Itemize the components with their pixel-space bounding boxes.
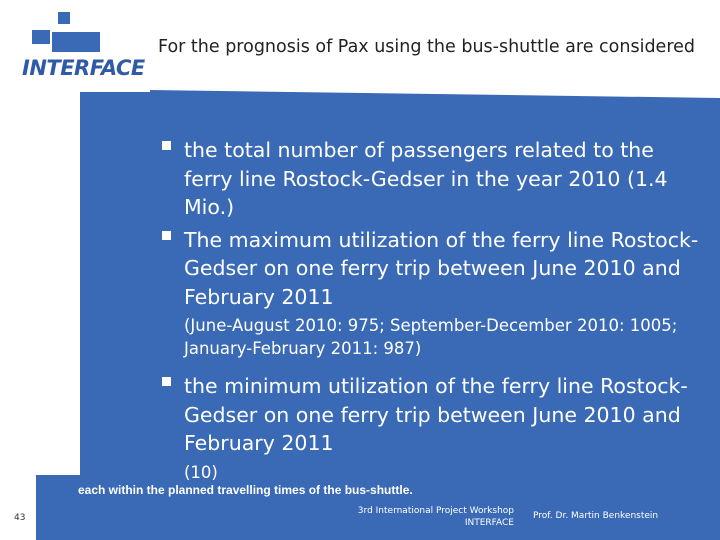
bullet-text: the total number of passengers related to the ferry line Rostock-Gedser in the year 2010 (1.4 Mio.) [184,138,668,219]
conference-label [318,505,514,529]
bullet-text: the minimum utilization of the ferry line Rostock-Gedser on one ferry trip between June 2010 and February 2011 [184,374,688,455]
bullet-item-minimum-utilization [160,372,700,484]
logo-square-small [58,12,70,24]
bullet-item-maximum-utilization [160,226,700,361]
bullet-note: (June-August 2010: 975; September-December 2010: 1005; January-February 2011: 987) [184,316,678,358]
author-label: Prof. Dr. Martin Benkenstein [533,511,659,521]
square-bullet-icon [162,141,171,150]
page-number: 43 [14,513,26,523]
square-bullet-icon [162,377,171,386]
bullet-item-total-passengers [160,136,700,222]
square-bullet-icon [162,231,171,240]
slide-title: For the prognosis of Pax using the bus-shuttle are considered [158,37,696,57]
footnote: each within the planned travelling times of the bus-shuttle. [78,483,413,497]
interface-logo [22,12,145,82]
logo-block [52,32,100,52]
bullet-text: The maximum utilization of the ferry line Rostock-Gedser on one ferry trip between June 2010 and February 2011 [184,227,699,309]
logo-wordmark: INTERFACE [22,56,145,80]
bullet-list [160,136,700,484]
conference-line-1: 3rd International Project Workshop [357,506,514,516]
conference-line-2: INTERFACE [464,518,514,528]
logo-square-left [32,30,50,44]
bullet-note: (10) [184,462,218,482]
